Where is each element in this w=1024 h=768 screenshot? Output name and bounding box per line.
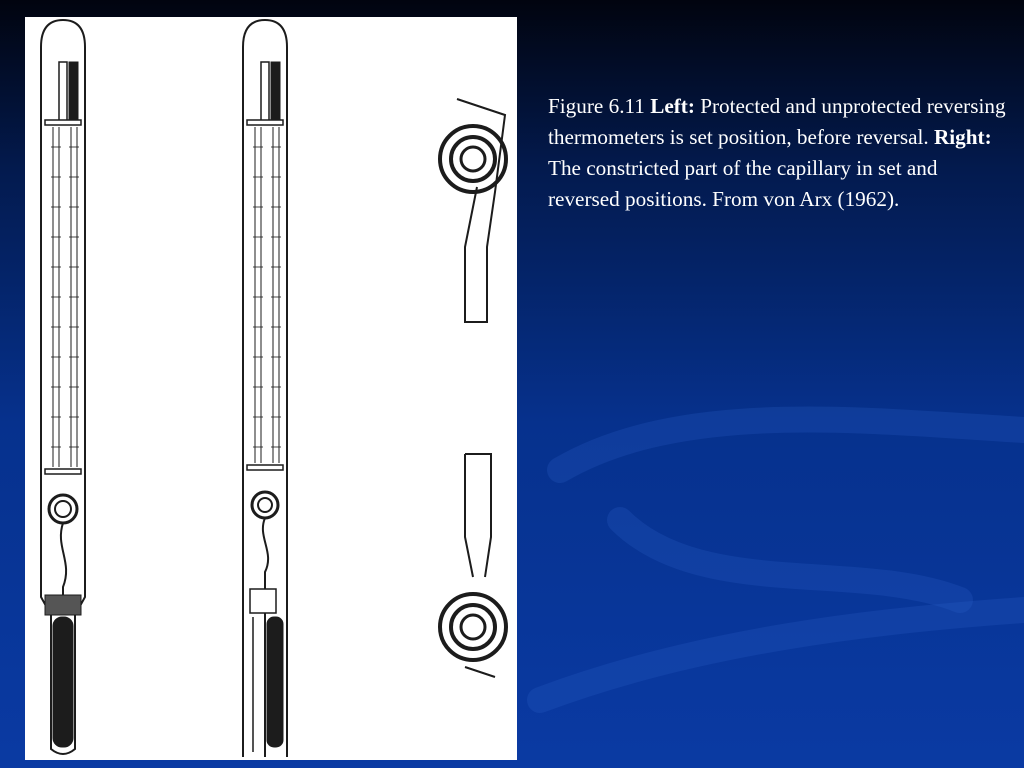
right-description: The constricted part of the capillary in set and reversed positions. From von Arx (1962). bbox=[548, 156, 938, 211]
thermometer-figure bbox=[25, 17, 517, 760]
capillary-set-position bbox=[440, 99, 506, 322]
right-heading: Right: bbox=[933, 125, 992, 149]
left-heading: Left: bbox=[650, 94, 695, 118]
figure-number: Figure 6.11 bbox=[548, 94, 645, 118]
figure-caption bbox=[548, 91, 1010, 215]
thermometer-illustration bbox=[25, 17, 517, 760]
unprotected-thermometer bbox=[243, 20, 287, 757]
left-description: Protected and unprotected reversing thermometers is set position, before reversal. bbox=[548, 94, 1006, 149]
capillary-reversed-position bbox=[440, 454, 506, 677]
protected-thermometer bbox=[41, 20, 85, 754]
